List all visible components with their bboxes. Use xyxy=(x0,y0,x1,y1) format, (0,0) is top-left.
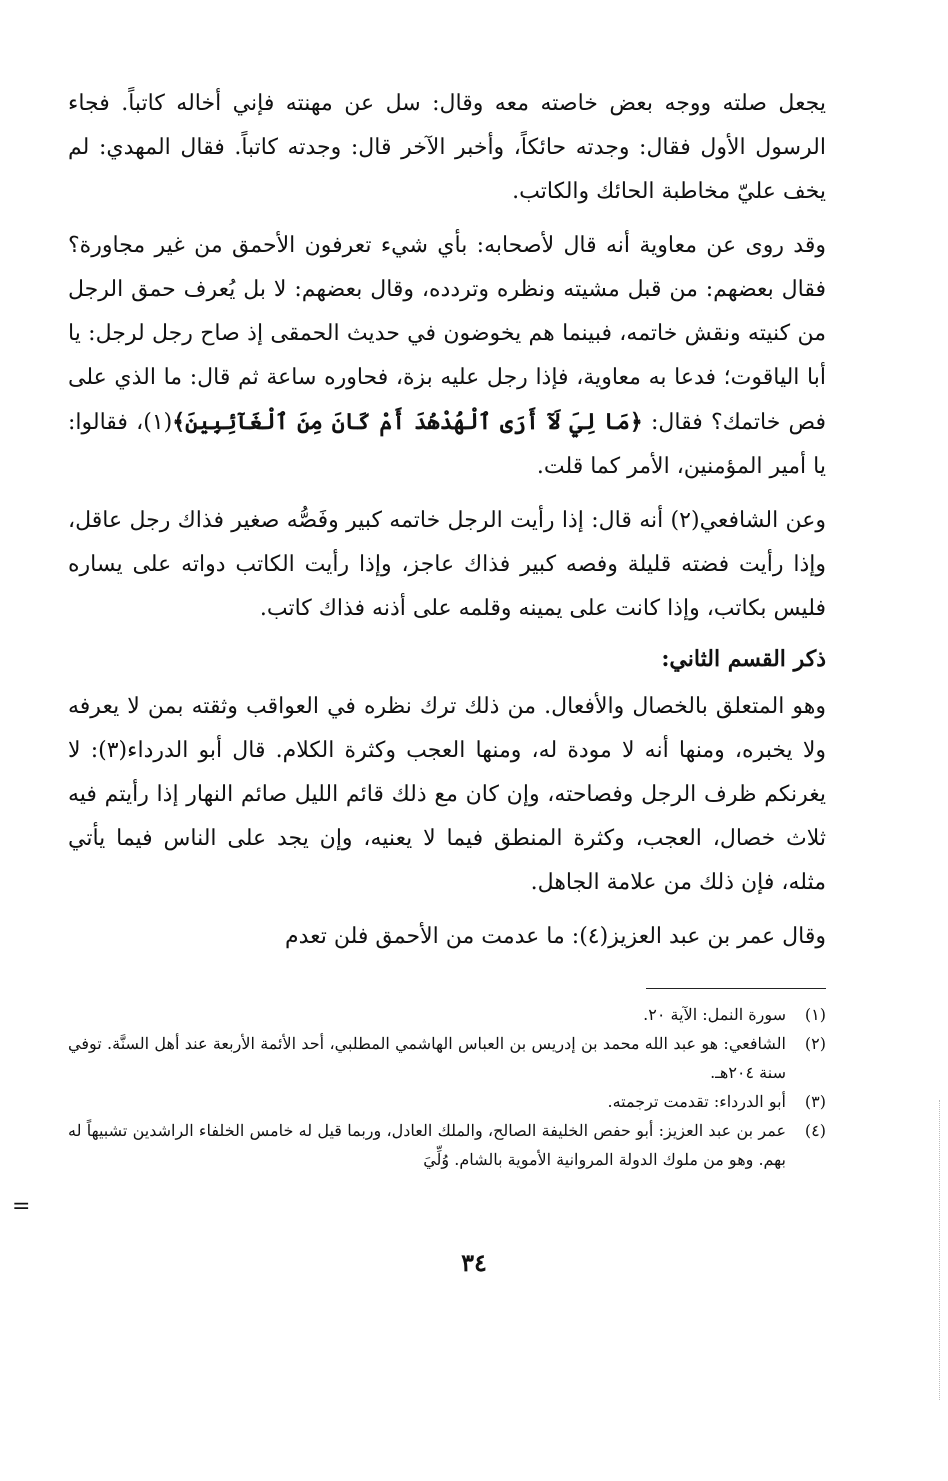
footnote-text: عمر بن عبد العزيز: أبو حفص الخليفة الصالح، والملك العادل، وربما قيل له خامس الخلفاء الراشدين تشبيهاً له بهم. وهو من ملوك الدولة المروانية الأموية بالشام. وُلِّيَ xyxy=(68,1121,787,1169)
scan-edge xyxy=(939,1100,940,1400)
footnote-text: الشافعي: هو عبد الله محمد بن إدريس بن العباس الهاشمي المطلبي، أحد الأئمة الأربعة عند أهل السنَّة. توفي سنة ٢٠٤هـ. xyxy=(68,1034,786,1082)
footnote-number: (٢) xyxy=(804,1034,826,1053)
paragraph-2 xyxy=(68,224,826,489)
footnote-4 xyxy=(68,1116,826,1174)
continuation-mark: = xyxy=(12,1194,31,1219)
footnote-2 xyxy=(68,1029,826,1087)
footnote-divider xyxy=(646,988,826,989)
footnote-number: (٤) xyxy=(804,1121,826,1140)
footnotes xyxy=(68,1000,826,1174)
footnote-3 xyxy=(68,1087,826,1116)
section-heading: ذكر القسم الثاني: xyxy=(661,646,826,672)
quran-quote: ﴿مَا لِيَ لَآ أَرَى ٱلْهُدْهُدَ أَمْ كَانَ مِنَ ٱلْغَآئِبِينَ﴾ xyxy=(172,409,643,435)
footnote-text: أبو الدرداء: تقدمت ترجمته. xyxy=(607,1092,786,1111)
footnote-text: سورة النمل: الآية ٢٠. xyxy=(643,1005,786,1024)
footnote-number: (٣) xyxy=(804,1092,826,1111)
paragraph-4: وهو المتعلق بالخصال والأفعال. من ذلك ترك نظره في العواقب وثقته بمن لا يعرفه ولا يخبره، ومنها أنه لا مودة له، ومنها العجب وكثرة الكلام. قال أبو الدرداء(٣): لا يغرنكم ظرف الرجل وفصاحته، وإن كان مع ذلك قائم الليل صائم النهار إذا رأيتم فيه ثلاث خصال، العجب، وكثرة المنطق فيما لا يعنيه، وإن يجد على الناس فيما يأتي مثله، فإن ذلك من علامة الجاهل. xyxy=(68,694,826,895)
paragraph-5: وقال عمر بن عبد العزيز(٤): ما عدمت من الأحمق فلن تعدم xyxy=(284,924,826,949)
paragraph-2-text: وقد روى عن معاوية أنه قال لأصحابه: بأي شيء تعرفون الأحمق من غير مجاورة؟ فقال بعضهم: من قبل مشيته ونظره وتردده، وقال بعضهم: لا بل يُعرف حمق الرجل من كنيته ونقش خاتمه، فبينما هم يخوضون في حديث الحمقى إذ صاح رجل لرجل: يا أبا الياقوت؛ فدعا به معاوية، فإذا رجل عليه بزة، فحاوره ساعة ثم قال: ما الذي على فص خاتمك؟ فقال: xyxy=(68,233,826,435)
footnote-1 xyxy=(68,1000,826,1029)
paragraph-2-end: (١)، فقالوا: يا أمير المؤمنين، الأمر كما قلت. xyxy=(68,410,826,479)
paragraph-3: وعن الشافعي(٢) أنه قال: إذا رأيت الرجل خاتمه كبير وفَصُّه صغير فذاك رجل عاقل، وإذا رأيت فضته قليلة وفصه كبير فذاك عاجز، وإذا رأيت الكاتب دواته على يساره فليس بكاتب، وإذا كانت على يمينه وقلمه على أذنه فذاك كاتب. xyxy=(68,508,827,621)
page-number: ٣٤ xyxy=(461,1248,487,1277)
paragraph-1: يجعل صلته ووجه بعض خاصته معه وقال: سل عن مهنته فإني أخاله كاتباً. فجاء الرسول الأول فقال: وجدته حائكاً، وأخبر الآخر قال: وجدته كاتباً. فقال المهدي: لم يخف عليّ مخاطبة الحائك والكاتب. xyxy=(68,91,827,204)
main-text xyxy=(68,82,826,959)
footnote-number: (١) xyxy=(804,1005,826,1024)
